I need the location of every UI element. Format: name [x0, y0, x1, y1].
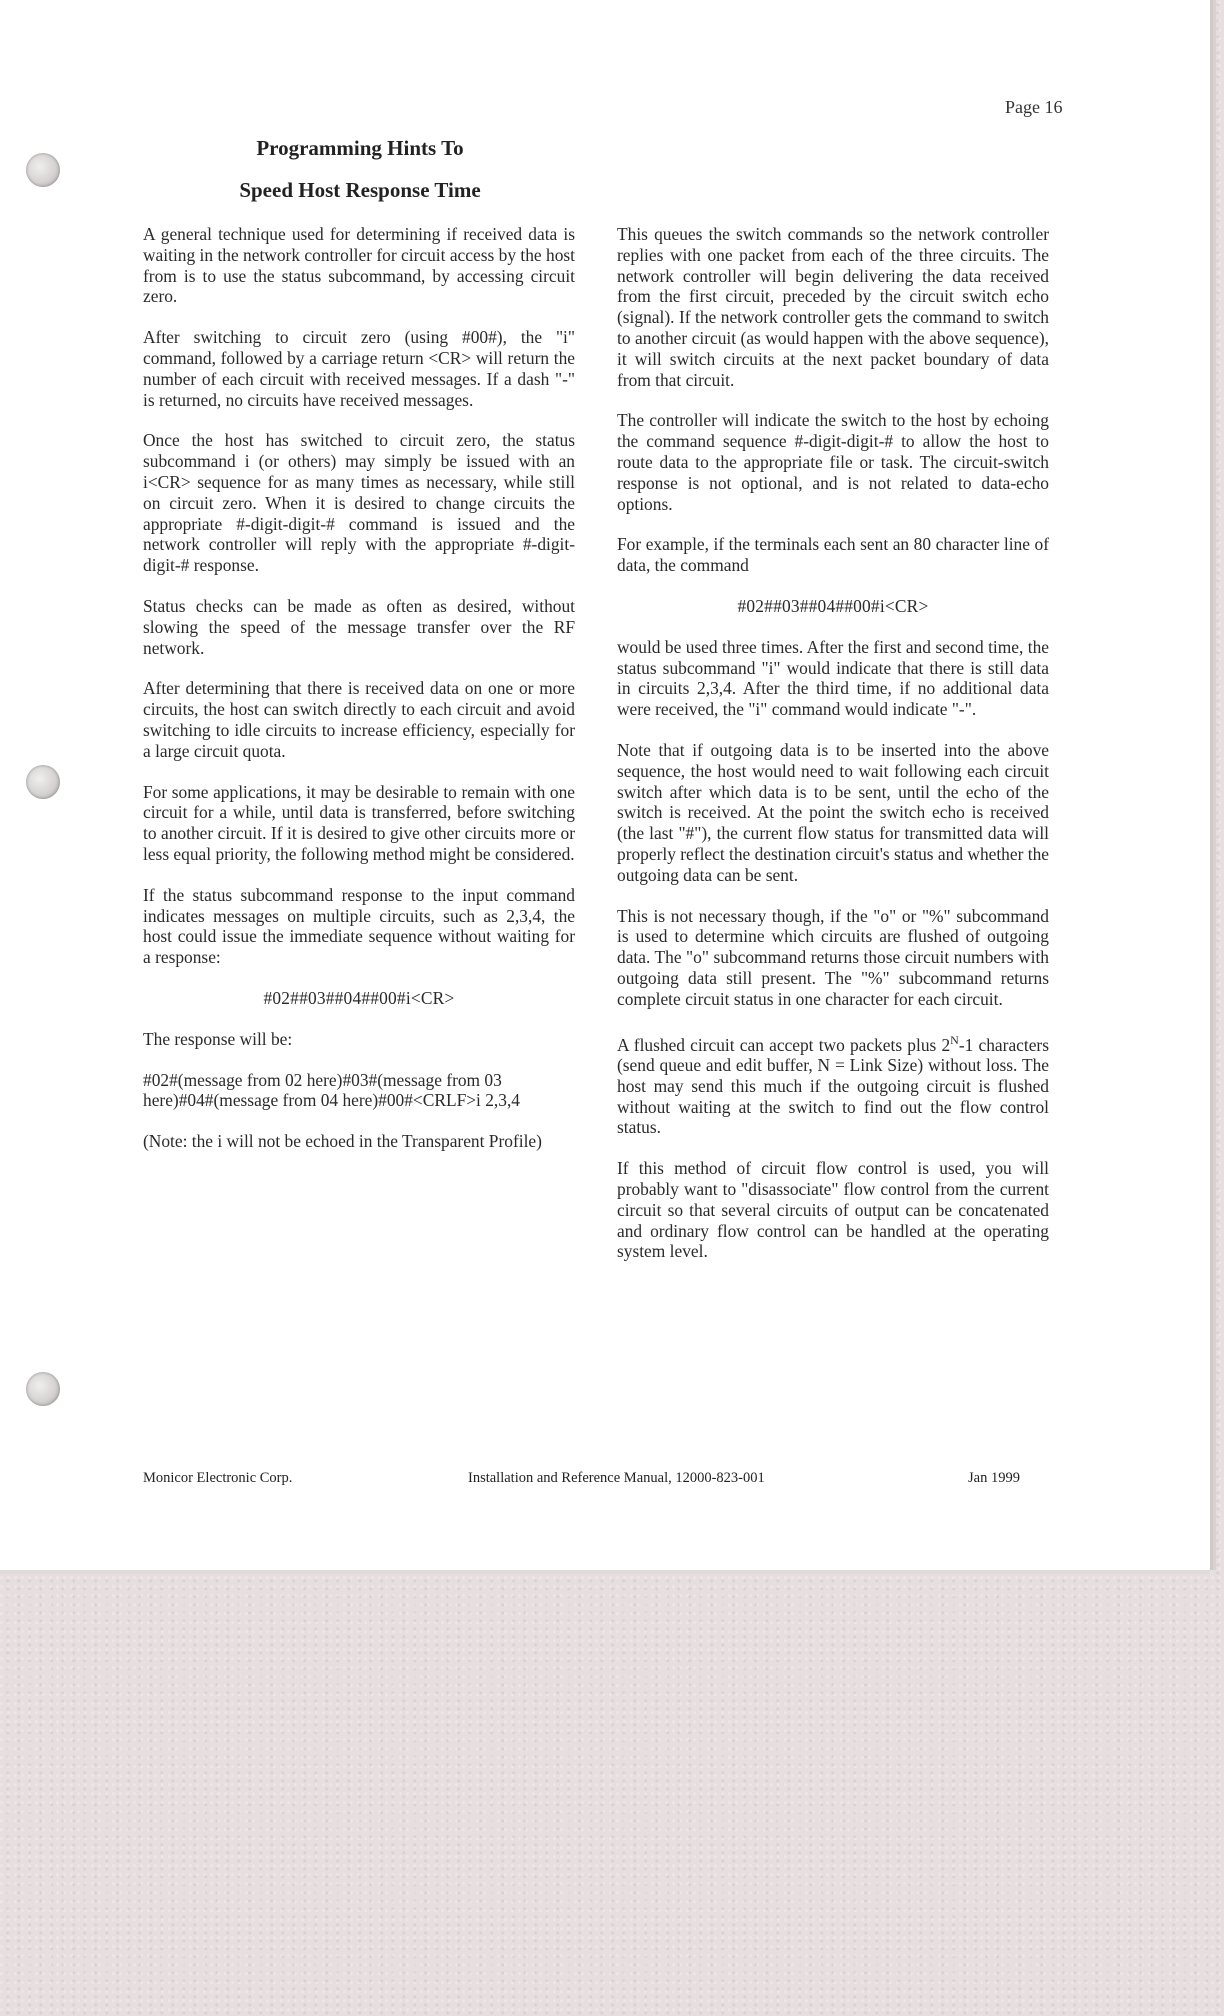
- left-column: [143, 224, 575, 1172]
- paragraph: If this method of circuit flow control is used, you will probably want to "disassociate" flow control from the current circuit so that several circuits of output can be concatenated and ordinary flow control can be handled at the operating system level.: [617, 1158, 1049, 1262]
- superscript-n: N: [950, 1032, 959, 1047]
- page-title-line-2: Speed Host Response Time: [239, 178, 481, 202]
- binder-hole-top: [26, 153, 60, 187]
- page-number: Page 16: [1005, 97, 1063, 117]
- footer-date: Jan 1999: [968, 1470, 1020, 1486]
- paragraph-flushed-circuit: [617, 1030, 1049, 1139]
- binder-hole-bottom: [26, 1372, 60, 1406]
- paragraph: After determining that there is received data on one or more circuits, the host can switch directly to each circuit and avoid switching to idle circuits to increase efficiency, especially for a large circuit quota.: [143, 678, 575, 761]
- flushed-text-end: -1 characters (send queue and edit buffer, N = Link Size) without loss. The host may send this much if the outgoing circuit is flushed without waiting at the switch to find out the flow control status.: [617, 1034, 1049, 1138]
- footer-manual-title: Installation and Reference Manual, 12000-823-001: [468, 1470, 765, 1486]
- paragraph: If the status subcommand response to the input command indicates messages on multiple circuits, such as 2,3,4, the host could issue the immediate sequence without waiting for a response:: [143, 884, 575, 968]
- paragraph: A general technique used for determining if received data is waiting in the network controller for circuit access by the host from is to use the status subcommand, by accessing circuit zero.: [143, 224, 575, 307]
- paragraph: After switching to circuit zero (using #00#), the "i" command, followed by a carriage return <CR> will return the number of each circuit with received messages. If a dash "-" is returned, no circuits have received messages.: [143, 327, 575, 410]
- command-sequence: #02##03##04##00#i<CR>: [263, 987, 455, 1008]
- binder-hole-middle: [26, 765, 60, 799]
- footer-company: Monicor Electronic Corp.: [143, 1470, 293, 1486]
- flushed-text-start: A flushed circuit can accept two packets plus 2: [617, 1034, 951, 1055]
- command-sequence: #02##03##04##00#i<CR>: [737, 595, 929, 616]
- note: (Note: the i will not be echoed in the Transparent Profile): [143, 1131, 542, 1152]
- paragraph: would be used three times. After the first and second time, the status subcommand "i" would indicate that there is still data in circuits 2,3,4. After the third time, if no additional data were received, the "i" command would indicate "-".: [617, 636, 1049, 720]
- paragraph: Note that if outgoing data is to be inserted into the above sequence, the host would need to wait following each circuit switch after which data is to be sent, until the echo of the switch is received. At the point the switch echo is received (the last "#"), the current flow status for transmitted data will properly reflect the destination circuit's status and whether the outgoing data can be sent.: [617, 739, 1049, 885]
- response-label: The response will be:: [143, 1028, 293, 1049]
- paragraph: This is not necessary though, if the "o" or "%" subcommand is used to determine which circuits are flushed of outgoing data. The "o" subcommand returns those circuit numbers with outgoing data still present. The "%" subcommand returns complete circuit status in one character for each circuit.: [617, 905, 1049, 1009]
- paragraph: For example, if the terminals each sent an 80 character line of data, the command: [617, 534, 1049, 576]
- paragraph: Status checks can be made as often as desired, without slowing the speed of the message transfer over the RF network.: [143, 595, 575, 658]
- paragraph: The controller will indicate the switch to the host by echoing the command sequence #-digit-digit-# to allow the host to route data to the appropriate file or task. The circuit-switch response is not optional, and is not related to data-echo options.: [617, 410, 1049, 514]
- paragraph: This queues the switch commands so the network controller replies with one packet from each of the three circuits. The network controller will begin delivering the data received from the first circuit, preceded by the circuit switch echo (signal). If the network controller gets the command to switch to another circuit (as would happen with the above sequence), it will switch circuits at the next packet boundary of data from that circuit.: [617, 224, 1049, 390]
- page-title-line-1: Programming Hints To: [256, 136, 464, 160]
- paragraph: For some applications, it may be desirable to remain with one circuit for a while, until data is transferred, before switching to another circuit. If it is desired to give other circuits more or less equal priority, the following method might be considered.: [143, 781, 575, 864]
- right-column: [617, 224, 1049, 1282]
- paragraph: Once the host has switched to circuit zero, the status subcommand i (or others) may simply be issued with an i<CR> sequence for as many times as necessary, while still on circuit zero. When it is desired to change circuits the appropriate #-digit-digit-# command is issued and the network controller will reply with the appropriate #-digit-digit-# response.: [143, 430, 575, 576]
- page-edge-shadow: [1210, 0, 1213, 1570]
- response-example: #02#(message from 02 here)#03#(message from 03 here)#04#(message from 04 here)#00#<CRLF>i 2,3,4: [143, 1069, 521, 1111]
